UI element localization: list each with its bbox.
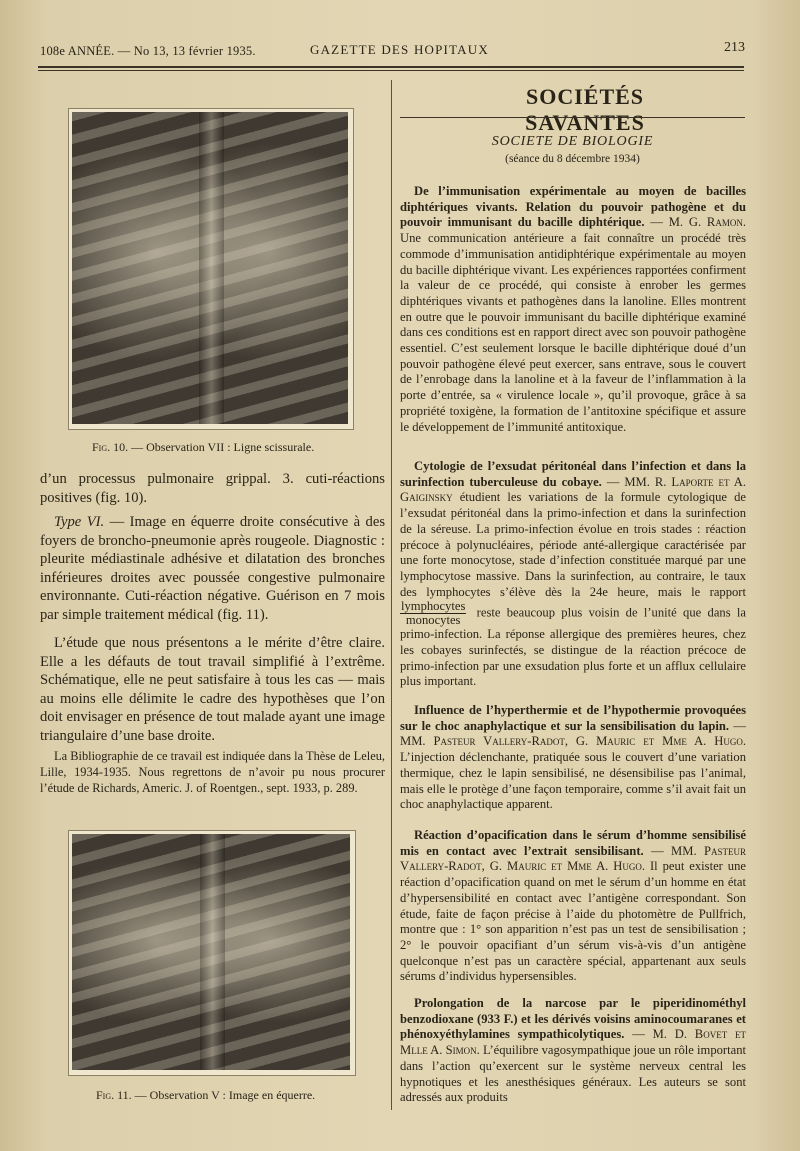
session-date: (séance du 8 décembre 1934): [505, 153, 640, 165]
type-vi-text: — Image en équerre droite consécutive à des foyers de broncho-pneumonie après rougeole. Diagnostic : pleurite médiastinale adhésive et dilatation des bronches inférieures droites avec poussée congestive pulmonaire environnante. Cuti-réaction négative. Guérison en 7 mois par simple traitement médical (fig. 11).: [40, 514, 385, 623]
paragraph-continuation: d’un processus pulmonaire grippal. 3. cuti-réactions positives (fig. 10).: [40, 471, 385, 506]
article-1-body: Une communication antérieure a fait connaître un procédé très commode d’immunisation antidiphtérique expérimentale au moyen du bacille diphtérique vivant. Les expériences rapportées confirment la valeur de ce procédé, qui consiste à enrober les germes diphtériques vivants et pathogènes dans la lanoline. Elles montrent en outre que le pouvoir immunisant du bacille diphtérique examiné dans ces conditions est en rapport direct avec son pouvoir pathogène essentiel. C’est seulement lorsque le bacille diphtérique doué d’un pouvoir pathogène élevé peut exercer, sans entrave, sous le couvert de l’enrobage dans la lanoline et à la faveur de l’inflammation à la porte d’entrée, sa « virulence locale », qu’il provoque, grâce à sa propriété toxigène, la formation de l’antitoxine spécifique et assure le développement de l’immunité antitoxique.: [400, 231, 746, 434]
article-5-body: L’équilibre vagosympathique joue un rôle important dans l’action qu’exercent sur le système nerveux central les hypnotiques et les anesthésiques généraux. Les auteurs se sont adressés aux produits: [400, 1043, 746, 1105]
article-4-body: Il peut exister une réaction d’opacification quand on met le sérum d’un homme en état d’hypersensibilité en contact avec l’antigène correspondant. Son étude, faite de façon précise à l’aide du photomètre de Pullfrich, montre que : 1° son apparition n’est pas un test de sensibilisation ; 2° le pouvoir opacifiant d’un sérum vis-à-vis d’un antigène quelconque n’est pas un caractère spécial, appartenant aux seuls sérums d’individus hypersensibles.: [400, 859, 746, 984]
article-2-author: — MM. R. Laporte et A. Gaiginsky: [400, 474, 746, 505]
article-4-author: — MM. Pasteur Vallery-Radot, G. Mauric et Mme A. Hugo.: [400, 843, 746, 874]
article-3-author: — MM. Pasteur Vallery-Radot, G. Mauric et Mme A. Hugo.: [400, 718, 746, 749]
page-number: 213: [724, 40, 745, 55]
article-3-body: L’injection déclenchante, pratiquée sous le couvert d’une variation thermique, chez le lapin sensibilisé, ne désensibilise pas l’animal, mais elle le protège d’une façon temporaire, comme s’il avait fait un choc anaphylactique apparent.: [400, 750, 746, 812]
spine-shadow: [200, 834, 225, 1070]
figure-11-caption: [96, 1088, 366, 1103]
figure-10-text: — Observation VII : Ligne scissurale.: [131, 440, 315, 454]
article-5: [400, 996, 746, 1106]
article-4: [400, 828, 746, 985]
article-2-body-b: reste beaucoup plus voisin de l’unité que dans la primo-infection. La réponse allergique des premières heures, chez les cobayes surinfectés, se distingue de la réaction précoce de primo-infection par une exsudation plus forte et un afflux cellulaire plus important.: [400, 605, 746, 689]
header-rule: [38, 66, 744, 68]
running-header: [40, 40, 745, 62]
article-4-title: Réaction d’opacification dans le sérum d’homme sensibilisé mis en contact avec l’extrait sensibilisant.: [400, 828, 746, 858]
ratio-denominator: monocytes: [405, 613, 461, 628]
paragraph-conclusion: L’étude que nous présentons a le mérite d’être claire. Elle a les défauts de tout travail simplifié à l’extrême. Schématique, elle ne peut satisfaire à tous les cas — mais au moins elle délimite le cadre des hypothèses que l’on doit envisager en présence de tout malade ayant une image triangulaire d’une base droite.: [40, 635, 385, 744]
figure-10-caption: [92, 440, 362, 455]
figure-11-text: — Observation V : Image en équerre.: [134, 1088, 316, 1102]
column-divider: [391, 80, 392, 1110]
lymphocyte-monocyte-ratio: [400, 600, 466, 627]
type-vi-label: Type VI.: [54, 514, 105, 530]
issue-info: 108e ANNÉE. — No 13, 13 février 1935.: [40, 44, 256, 58]
spine-shadow: [199, 112, 224, 424]
section-rule: [400, 117, 745, 118]
paragraph-type-vi: [40, 513, 385, 624]
header-rule-thin: [38, 70, 744, 71]
figure-11-label: Fig. 11.: [96, 1088, 132, 1102]
article-2: [400, 459, 746, 690]
article-2-title: Cytologie de l’exsudat péritonéal dans l’infection et dans la surinfection tuberculeuse du cobaye.: [400, 459, 746, 489]
journal-title: GAZETTE DES HOPITAUX: [310, 42, 489, 57]
ratio-numerator: lymphocytes: [401, 599, 466, 614]
figure-10-label: Fig. 10.: [92, 440, 129, 454]
society-name: SOCIETE DE BIOLOGIE: [491, 134, 654, 149]
article-1-author: — M. G. Ramon.: [650, 215, 746, 230]
bibliography-note: La Bibliographie de ce travail est indiquée dans la Thèse de Leleu, Lille, 1934-1935. Nous regrettons de n’avoir pu nous procurer l’étude de Richards, Americ. J. of Roentgen., sept. 1933, p. 289.: [40, 749, 385, 795]
article-5-author: — M. D. Bovet et Mlle A. Simon.: [400, 1027, 746, 1058]
article-5-title: Prolongation de la narcose par le piperidinométhyl benzodioxane (933 F.) et les dérivés voisins aminocoumaranes et phénoxyéthylamines sympathicolytiques.: [400, 996, 746, 1042]
article-1: [400, 184, 746, 435]
left-text-block: [40, 470, 385, 745]
article-2-body-a: étudient les variations de la formule cytologique de l’exsudat péritonéal dans la primo-infection et dans la surinfection de la séreuse. La primo-infection évolue en trois stades : réaction précoce à polynucléaires, période anté-allergique caractérisée par une forte monocytose, stade d’infection constituée marqué par une lymphocytose massive. Dans la surinfection, au contraire, le taux des lymphocytes s’élève dès la 24e heure, mais le rapport: [400, 490, 746, 599]
figure-11: [68, 830, 356, 1076]
section-title: SOCIÉTÉS SAVANTES: [525, 84, 645, 135]
figure-11-xray-image: [72, 834, 350, 1070]
article-3: [400, 703, 746, 813]
article-3-title: Influence de l’hyperthermie et de l’hypothermie provoquées sur le choc anaphylactique et sur la sensibilisation du lapin.: [400, 703, 746, 733]
figure-10-xray-image: [72, 112, 348, 424]
figure-10: [68, 108, 354, 430]
article-1-title: De l’immunisation expérimentale au moyen de bacilles diphtériques vivants. Relation du pouvoir pathogène et du pouvoir immunisant du bacille diphtérique.: [400, 184, 746, 230]
